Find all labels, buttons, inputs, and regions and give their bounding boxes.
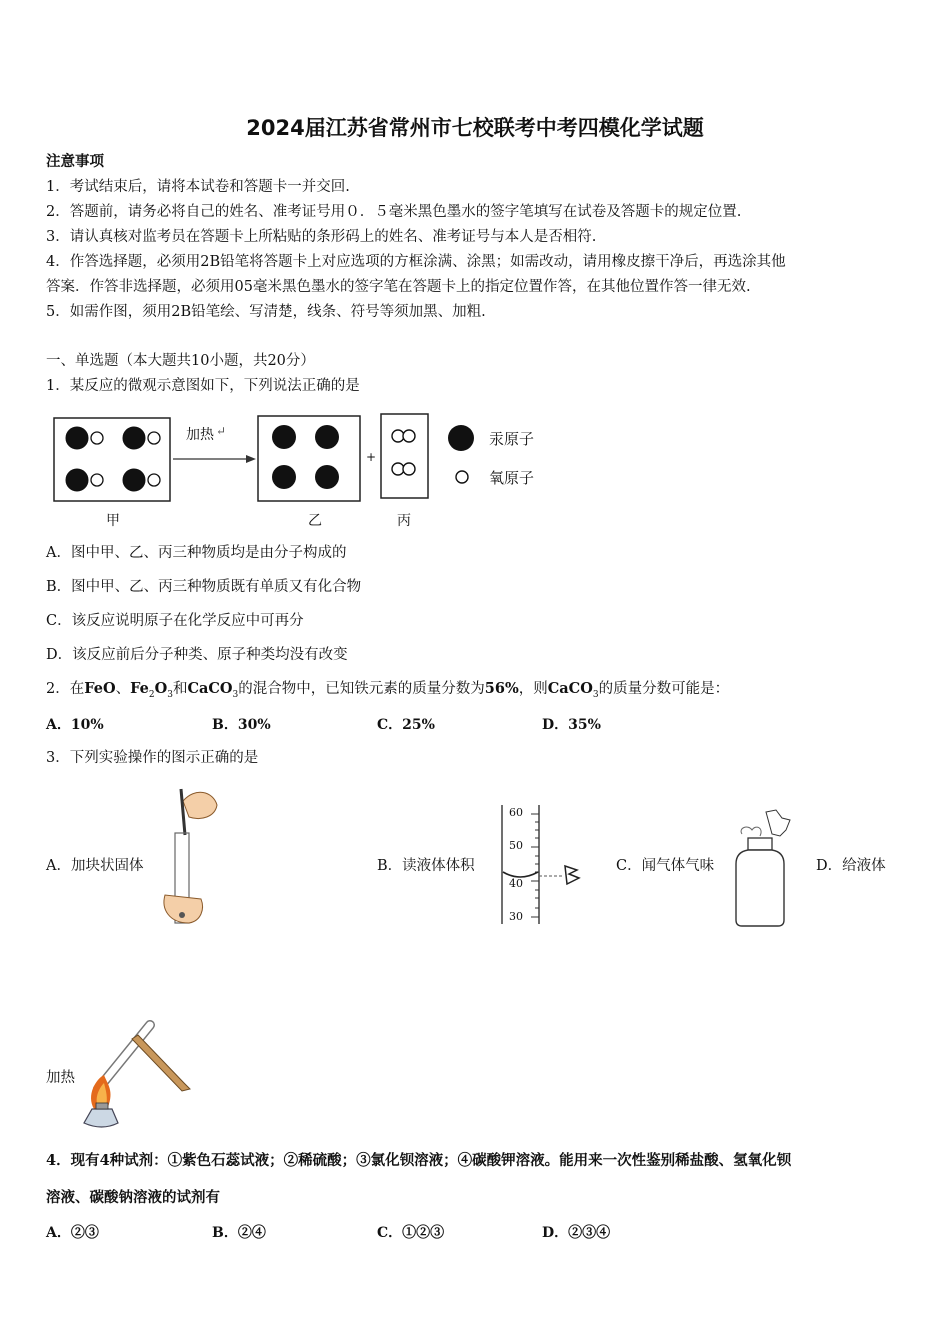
page-title: 2024届江苏省常州市七校联考中考四模化学试题 xyxy=(246,116,704,140)
q1-option-b: B．图中甲、乙、丙三种物质既有单质又有化合物 xyxy=(46,579,362,595)
q3-option-d-cont: 加热 xyxy=(46,1070,75,1086)
q4-stem-line2: 溶液、碳酸钠溶液的试剂有 xyxy=(46,1189,220,1206)
section-heading: 一、单选题（本大题共10小题，共20分） xyxy=(46,353,315,369)
hg-atoms xyxy=(272,425,339,489)
q2-stem: 2．在FeO、$Fe_2O_3$和CaCO$_3$的混合物中，已知铁元素的质量分数为56%，则CaCO$_3$的质量分数可能是： xyxy=(46,680,730,700)
q3c-image xyxy=(728,808,798,928)
tick-50: 50 xyxy=(509,839,523,852)
o2-molecules xyxy=(392,430,415,475)
q3-option-a: A．加块状固体 xyxy=(46,858,144,874)
notice-item-1: 1．考试结束后，请将本试卷和答题卡一并交回. xyxy=(46,179,350,195)
q3d-image xyxy=(78,1017,198,1135)
notice-item-2: 2．答题前，请务必将自己的姓名、准考证号用０．５毫米黑色墨水的签字笔填写在试卷及答题卡的规定位置. xyxy=(46,204,742,220)
q4-option-b: B．②④ xyxy=(212,1225,266,1241)
legend-hg-label: 汞原子 xyxy=(489,430,535,448)
tick-40: 40 xyxy=(509,877,523,890)
q4-stem-line1: 4．现有4种试剂：①紫色石蕊试液；②稀硫酸；③氯化钡溶液；④碳酸钾溶液。能用来一次性鉴别稀盐酸、氢氧化钡 xyxy=(46,1152,792,1169)
q2-options xyxy=(0,714,950,736)
q1-option-d: D．该反应前后分子种类、原子种类均没有改变 xyxy=(46,647,348,663)
q2-option-d: D．35% xyxy=(542,717,601,733)
notice-item-3: 3．请认真核对监考员在答题卡上所粘贴的条形码上的姓名、准考证号与本人是否相符. xyxy=(46,229,597,245)
tick-30: 30 xyxy=(509,910,523,923)
q3a-image xyxy=(155,783,225,928)
q2-option-a: A．10% xyxy=(46,717,104,733)
q1-stem: 1．某反应的微观示意图如下，下列说法正确的是 xyxy=(46,378,360,394)
q1-option-c: C．该反应说明原子在化学反应中可再分 xyxy=(46,613,304,629)
box-bing xyxy=(381,414,428,498)
box-jia-label: 甲 xyxy=(106,513,120,529)
tick-60: 60 xyxy=(509,806,523,819)
arrow-mark: ↵ xyxy=(216,424,227,438)
box-yi xyxy=(258,416,360,501)
q3-stem: 3．下列实验操作的图示正确的是 xyxy=(46,750,259,766)
notice-item-4: 4．作答选择题，必须用2B铅笔将答题卡上对应选项的方框涂满、涂黑；如需改动，请用橡皮擦干净后，再选涂其他 xyxy=(46,254,786,270)
box-bing-label: 丙 xyxy=(397,513,411,529)
q3-option-b: B．读液体体积 xyxy=(377,858,475,874)
q4-option-d: D．②③④ xyxy=(542,1225,611,1241)
legend-o-mark xyxy=(456,471,468,483)
q2-option-b: B．30% xyxy=(212,717,271,733)
q3-option-d: D．给液体 xyxy=(816,858,886,874)
q4-option-c: C．①②③ xyxy=(377,1225,445,1241)
box-yi-label: 乙 xyxy=(308,513,322,529)
arrow-label: 加热 xyxy=(186,427,214,443)
notice-heading: 注意事项 xyxy=(46,153,104,170)
notice-item-5: 5．如需作图，须用2B铅笔绘、写清楚，线条、符号等须加黑、加粗. xyxy=(46,304,486,320)
q3-option-c: C．闻气体气味 xyxy=(616,858,715,874)
q1-option-a: A．图中甲、乙、丙三种物质均是由分子构成的 xyxy=(46,545,347,561)
notice-item-4-cont: 答案．作答非选择题，必须用05毫米黑色墨水的签字笔在答题卡上的指定位置作答，在其他位置作答一律无效. xyxy=(46,279,751,295)
hgo-molecule xyxy=(66,427,160,491)
q4-option-a: A．②③ xyxy=(46,1225,99,1241)
q2-option-c: C．25% xyxy=(377,717,435,733)
q4-options xyxy=(0,1222,950,1244)
legend-o-label: 氧原子 xyxy=(489,469,535,487)
legend-hg-mark xyxy=(448,425,474,451)
plus-sign: + xyxy=(366,450,377,464)
